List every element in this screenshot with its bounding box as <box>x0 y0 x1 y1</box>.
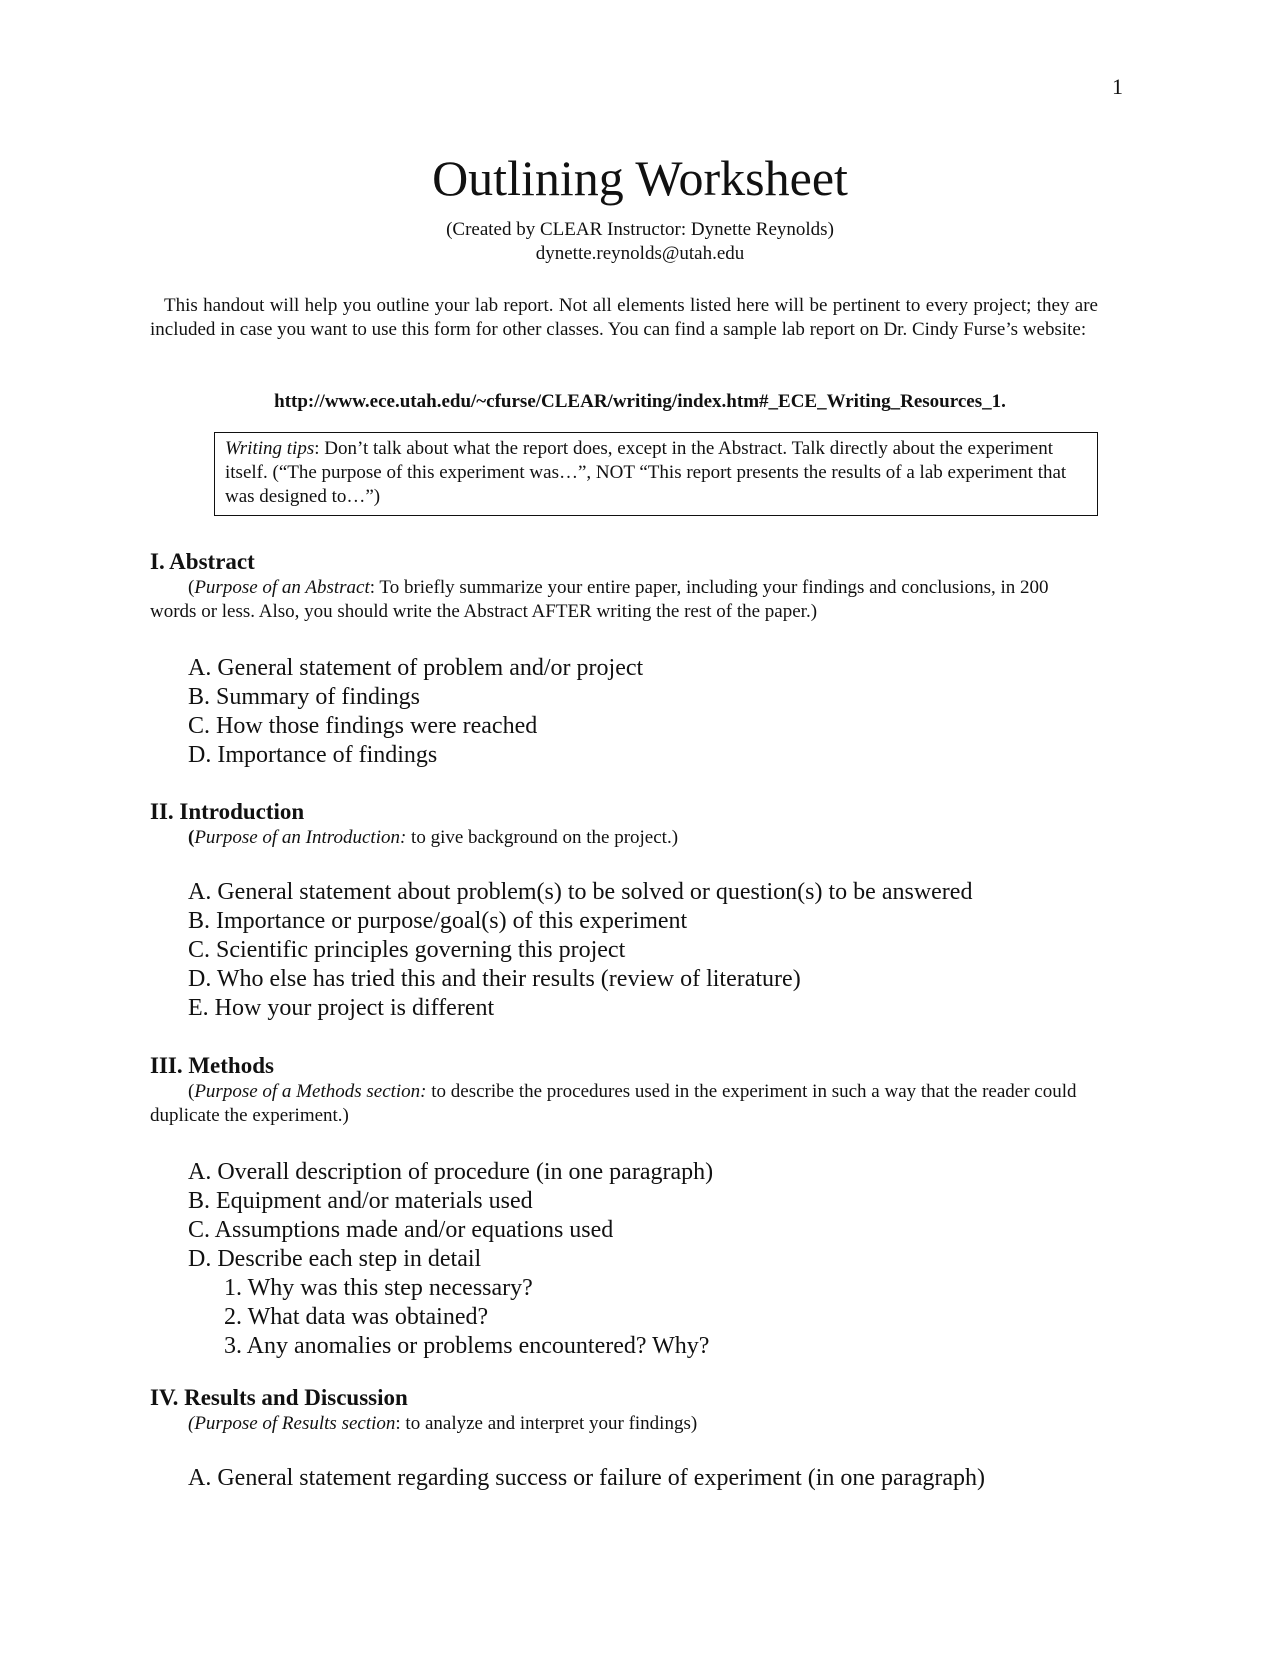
section-purpose-introduction: (Purpose of an Introduction: to give background on the project.) <box>188 827 679 848</box>
intro-paragraph <box>150 294 1098 342</box>
list-item: B. Equipment and/or materials used <box>188 1188 533 1214</box>
list-item: C. How those findings were reached <box>188 713 538 739</box>
page-number: 1 <box>1112 74 1123 99</box>
section-heading-abstract: I. Abstract <box>150 549 255 574</box>
writing-tips-label: Writing tips <box>225 438 315 459</box>
outline-list-introduction <box>188 878 972 1023</box>
outline-list-results <box>188 1464 985 1493</box>
list-item: D. Who else has tried this and their results (review of literature) <box>188 966 801 992</box>
list-item: D. Importance of findings <box>188 742 438 768</box>
purpose-label: Purpose of an Introduction: <box>194 827 407 848</box>
outline-list-abstract <box>188 654 643 770</box>
list-item: C. Assumptions made and/or equations used <box>188 1217 614 1243</box>
section-heading-results: IV. Results and Discussion <box>150 1385 408 1410</box>
sub-list-item: 2. What data was obtained? <box>224 1304 489 1330</box>
section-heading-introduction: II. Introduction <box>150 799 305 824</box>
section-purpose-methods: (Purpose of a Methods section: to describe the procedures used in the experiment in such a way that the reader could duplicate the experiment.) <box>150 1081 1077 1126</box>
author-email[interactable]: dynette.reynolds@utah.edu <box>535 243 745 264</box>
purpose-label: Purpose of a Methods section: <box>194 1081 427 1102</box>
list-item: C. Scientific principles governing this project <box>188 937 626 963</box>
writing-tips-text: : Don’t talk about what the report does, except in the Abstract. Talk directly about the experiment itself. (“The purpose of this experiment was…”, NOT “This report presents the results of a lab experiment that was designed to…”) <box>225 438 1067 507</box>
section-purpose-abstract: (Purpose of an Abstract: To briefly summarize your entire paper, including your findings and conclusions, in 200 words or less. Also, you should write the Abstract AFTER writing the rest of the paper.) <box>150 577 1049 622</box>
list-item: B. Summary of findings <box>188 684 420 710</box>
list-item: D. Describe each step in detail <box>188 1246 482 1272</box>
author-credit: (Created by CLEAR Instructor: Dynette Reynolds) <box>446 219 834 240</box>
section-purpose-results: (Purpose of Results section: to analyze and interpret your findings) <box>188 1413 698 1434</box>
list-item: A. General statement of problem and/or project <box>188 655 644 681</box>
outline-list-methods <box>188 1158 713 1361</box>
page-title: Outlining Worksheet <box>432 150 848 206</box>
purpose-label: Purpose of an Abstract <box>194 577 370 598</box>
sample-report-link[interactable]: http://www.ece.utah.edu/~cfurse/CLEAR/writing/index.htm#_ECE_Writing_Resources_1. <box>274 391 1006 412</box>
list-item: A. General statement regarding success or failure of experiment (in one paragraph) <box>188 1465 985 1491</box>
list-item: B. Importance or purpose/goal(s) of this experiment <box>188 908 688 934</box>
intro-text: This handout will help you outline your lab report. Not all elements listed here will be pertinent to every project; they are included in case you want to use this form for other classes. You can find a sample lab report on Dr. Cindy Furse’s website: <box>150 295 1098 340</box>
sub-list-item: 3. Any anomalies or problems encountered? Why? <box>224 1333 710 1359</box>
writing-tips-box <box>214 432 1098 516</box>
list-item: E. How your project is different <box>188 995 495 1021</box>
sub-list-item: 1. Why was this step necessary? <box>224 1275 533 1301</box>
list-item: A. General statement about problem(s) to be solved or question(s) to be answered <box>188 879 973 905</box>
purpose-label: Purpose of Results section <box>194 1413 396 1434</box>
section-heading-methods: III. Methods <box>150 1053 274 1078</box>
list-item: A. Overall description of procedure (in one paragraph) <box>188 1159 714 1185</box>
